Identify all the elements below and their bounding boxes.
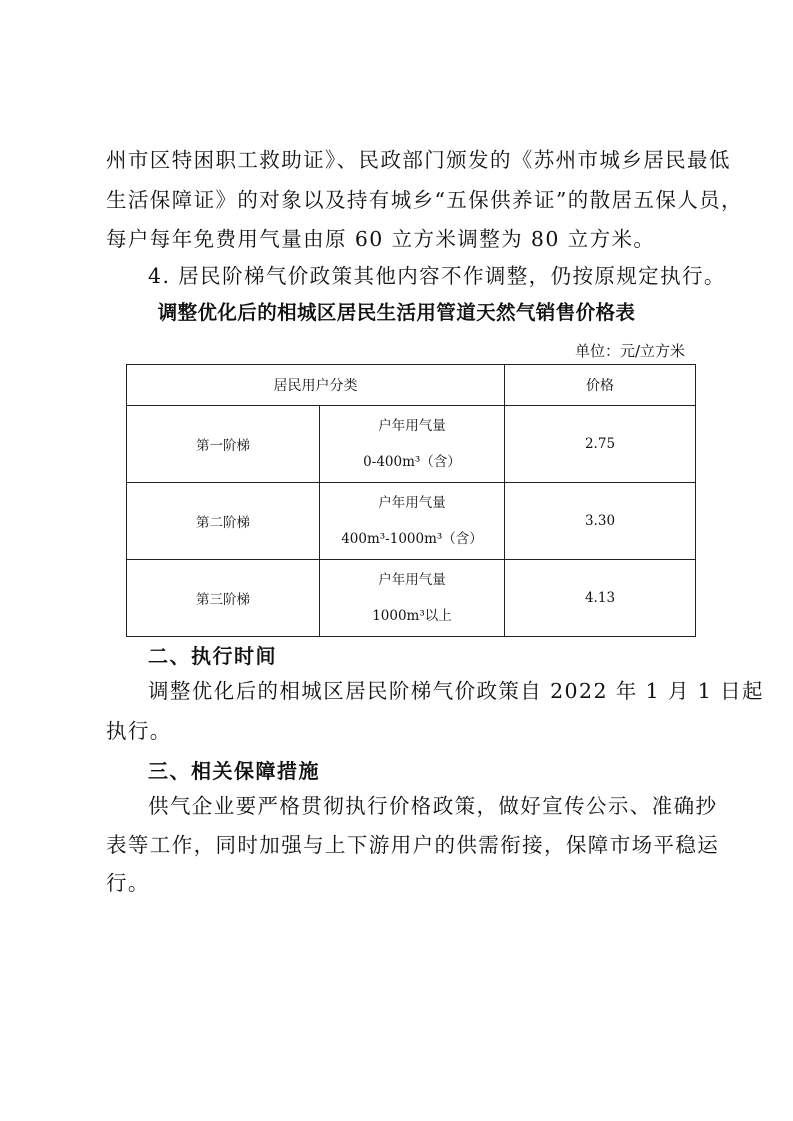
body-line-4: 4. 居民阶梯气价政策其他内容不作调整，仍按原规定执行。 bbox=[148, 264, 726, 288]
usage-label: 户年用气量 bbox=[378, 495, 446, 511]
usage-cell bbox=[320, 560, 505, 637]
header-category: 居民用户分类 bbox=[127, 365, 505, 406]
body-line-2: 生活保障证》的对象以及持有城乡“五保供养证”的散居五保人员， bbox=[106, 188, 743, 212]
section-2-line-2: 执行。 bbox=[106, 719, 172, 743]
usage-cell bbox=[320, 406, 505, 483]
usage-cell bbox=[320, 483, 505, 560]
header-price: 价格 bbox=[505, 365, 696, 406]
table-row bbox=[127, 560, 696, 637]
usage-range: 400m³-1000m³（含） bbox=[341, 531, 483, 547]
tier-cell: 第一阶梯 bbox=[127, 406, 320, 483]
table-unit: 单位：元/立方米 bbox=[574, 342, 685, 360]
usage-label: 户年用气量 bbox=[378, 572, 446, 588]
section-3-line-2: 表等工作，同时加强与上下游用户的供需衔接，保障市场平稳运 bbox=[106, 833, 720, 857]
table-row bbox=[127, 406, 696, 483]
tier-cell: 第二阶梯 bbox=[127, 483, 320, 560]
body-line-3: 每户每年免费用气量由原 60 立方米调整为 80 立方米。 bbox=[106, 227, 656, 251]
usage-range: 0-400m³（含） bbox=[363, 454, 461, 470]
body-line-1: 州市区特困职工救助证》、民政部门颁发的《苏州市城乡居民最低 bbox=[106, 148, 731, 172]
table-title: 调整优化后的相城区居民生活用管道天然气销售价格表 bbox=[157, 301, 636, 324]
section-3-line-1: 供气企业要严格贯彻执行价格政策，做好宣传公示、准确抄 bbox=[148, 794, 718, 818]
section-2-line-1: 调整优化后的相城区居民阶梯气价政策自 2022 年 1 月 1 日起 bbox=[148, 679, 764, 703]
section-3-heading: 三、相关保障措施 bbox=[148, 759, 320, 783]
usage-label: 户年用气量 bbox=[378, 418, 446, 434]
price-table bbox=[126, 364, 696, 637]
table-row bbox=[127, 483, 696, 560]
table-header-row bbox=[127, 365, 696, 406]
usage-range: 1000m³以上 bbox=[372, 608, 452, 624]
price-cell: 2.75 bbox=[505, 406, 696, 483]
price-cell: 3.30 bbox=[505, 483, 696, 560]
tier-cell: 第三阶梯 bbox=[127, 560, 320, 637]
price-cell: 4.13 bbox=[505, 560, 696, 637]
section-2-heading: 二、执行时间 bbox=[148, 644, 277, 668]
section-3-line-3: 行。 bbox=[106, 871, 150, 895]
